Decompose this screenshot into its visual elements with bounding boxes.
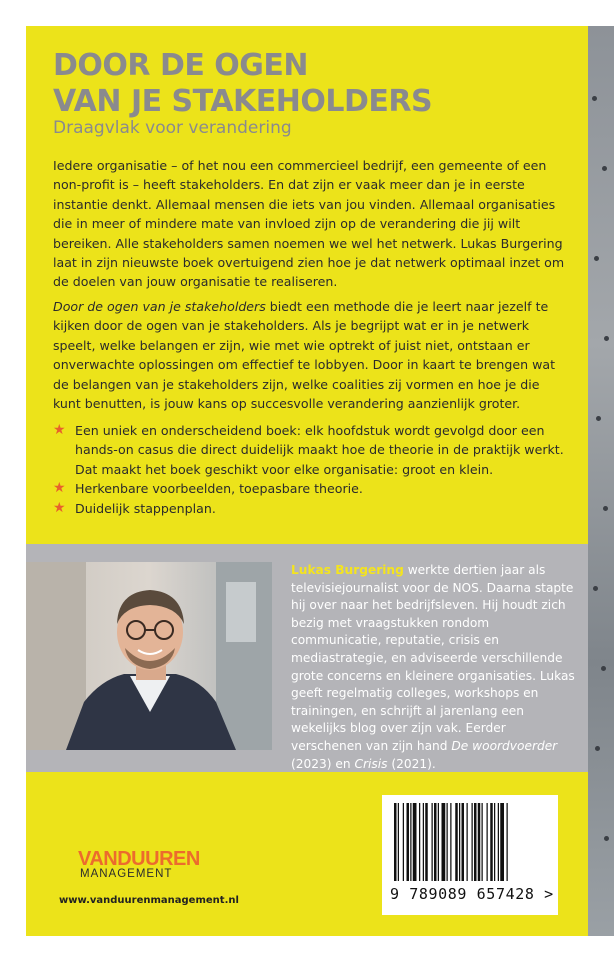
- star-icon: ★: [53, 499, 66, 516]
- title-line-2: VAN JE STAKEHOLDERS: [53, 84, 433, 119]
- star-icon: ★: [53, 480, 66, 497]
- publisher-logo-bottom: MANAGEMENT: [80, 868, 173, 880]
- spine-photo-strip: [588, 26, 614, 936]
- book-subtitle: Draagvlak voor verandering: [53, 118, 292, 138]
- barcode-bar: [467, 803, 468, 881]
- book-reference-2: Crisis: [354, 756, 388, 771]
- bio-text-1: werkte dertien jaar als televisiejournalist voor de NOS. Daarna stapte hij over naar het bedrijfsleven. Hij houdt zich bezig met vraagstukken rondom communicatie, reputatie, crisis en mediastrategie, en adviseerde verschillende grote concerns en kleinere organisaties. Lukas geeft regelmatig colleges, workshops en trainingen, en schrijft al jarenlang een wekelijks blog over zijn vak. Eerder verschenen van zijn hand: [291, 563, 575, 753]
- barcode-bar: [432, 803, 433, 881]
- barcode-bar: [434, 803, 437, 881]
- barcode-bar: [425, 803, 428, 881]
- barcode-bar: [455, 803, 458, 881]
- feature-item: [53, 421, 569, 479]
- barcode-bar: [490, 803, 493, 881]
- barcode-bar: [423, 803, 424, 881]
- barcode-bar: [410, 803, 411, 881]
- barcode-bar: [438, 803, 439, 881]
- star-icon: ★: [53, 422, 66, 438]
- feature-item: [53, 499, 569, 518]
- publisher-logo: [78, 848, 200, 880]
- feature-list: [53, 421, 569, 518]
- barcode-bar: [478, 803, 481, 881]
- barcode-bar: [482, 803, 483, 881]
- barcode-bar: [474, 803, 477, 881]
- feature-text: Duidelijk stappenplan.: [75, 500, 216, 516]
- description-paragraph-2: [53, 297, 569, 413]
- book-reference-1: De woordvoerder: [451, 738, 558, 753]
- title-line-1: DOOR DE OGEN: [53, 48, 309, 83]
- barcode-bar: [398, 803, 399, 881]
- book-title: [53, 48, 432, 120]
- barcode-bar: [487, 803, 488, 881]
- barcode-bar: [459, 803, 460, 881]
- feature-item: [53, 479, 569, 498]
- barcode-digits: 9 789089 657428 >: [390, 885, 554, 903]
- paragraph-2-text: biedt een methode die je leert naar jezelf te kijken door de ogen van je stakeholders. Als je begrijpt wat er in je netwerk speelt, welke belangen er zijn, wie met wie optrekt of juist niet, ontstaan er onverwachte oplossingen om effectief te lobbyen. Door in kaart te brengen wat de belangen van je stakeholders zijn, welke coalities zij vormen en hoe je die kunt benutten, is jouw kans op succesvolle verandering aanzienlijk groter.: [53, 299, 556, 412]
- feature-text: Herkenbare voorbeelden, toepasbare theorie.: [75, 481, 363, 497]
- barcode-bar: [442, 803, 446, 881]
- barcode-bar: [407, 803, 410, 881]
- barcode-bar: [498, 803, 499, 881]
- author-photo: [26, 562, 272, 750]
- barcode-bar: [394, 803, 397, 881]
- publisher-logo-top: VANDUUREN: [78, 848, 200, 870]
- barcode-bar: [507, 803, 508, 881]
- barcode-bar: [403, 803, 404, 881]
- barcode-bar: [500, 803, 504, 881]
- barcode-bar: [447, 803, 448, 881]
- feature-text: Een uniek en onderscheidend boek: elk hoofdstuk wordt gevolgd door een hands-on casus die direct duidelijk maakt hoe de theorie in de praktijk werkt. Dat maakt het boek geschikt voor elke organisatie: groot en klein.: [75, 423, 564, 477]
- author-bio: [291, 562, 575, 773]
- bio-text-2: (2023) en: [291, 756, 355, 771]
- author-name: Lukas Burgering: [291, 563, 404, 577]
- book-title-inline: Door de ogen van je stakeholders: [53, 299, 266, 314]
- description-paragraph-1: Iedere organisatie – of het nou een commercieel bedrijf, een gemeente of een non-profit is – heeft stakeholders. En dat zijn er vaak meer dan je in eerste instantie denkt. Allemaal mensen die iets van jou vinden. Allemaal organisaties die in meer of mindere mate van invloed zijn op de verandering die jij wilt bereiken. Alle stakeholders samen noemen we wel het netwerk. Lukas Burgering laat in zijn nieuwste boek overtuigend zien hoe je dat netwerk optimaal inzet om de doelen van jouw organisatie te realiseren.: [53, 158, 565, 290]
- barcode-bar: [472, 803, 473, 881]
- publisher-url: www.vanduurenmanagement.nl: [59, 895, 239, 906]
- bio-text-3: (2021).: [387, 756, 436, 771]
- barcode-bar: [450, 803, 451, 881]
- barcode-bar: [494, 803, 495, 881]
- barcode-bar: [462, 803, 465, 881]
- barcode-bar: [419, 803, 420, 881]
- barcode-bar: [413, 803, 417, 881]
